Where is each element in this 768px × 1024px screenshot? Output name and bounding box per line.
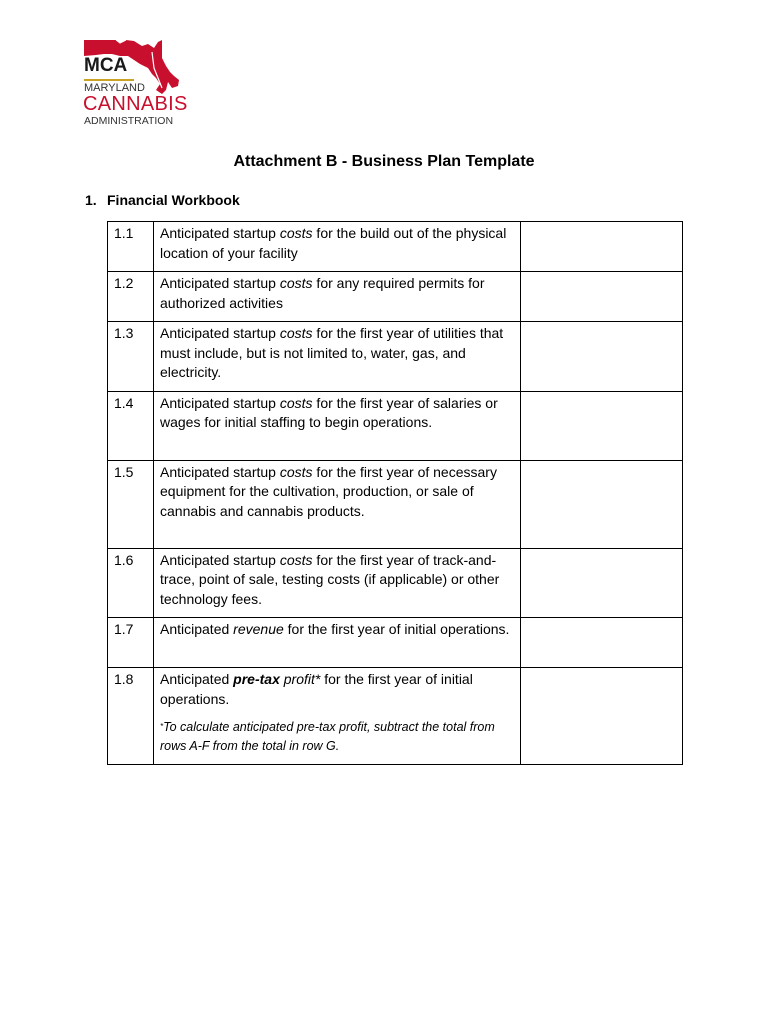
row-value-cell[interactable]: [521, 668, 683, 765]
row-number: 1.4: [108, 391, 154, 460]
row-description: Anticipated startup costs for the first year of utilities that must include, but is not limited to, water, gas, and electricity.: [154, 322, 521, 392]
table-row: [108, 222, 683, 272]
row-description: Anticipated pre-tax profit* for the first year of initial operations. *To calculate anticipated pre-tax profit, subtract the total from rows A-F from the total in row G.: [154, 668, 521, 765]
row-value-cell[interactable]: [521, 222, 683, 272]
row-value-cell[interactable]: [521, 322, 683, 392]
row-value-cell[interactable]: [521, 272, 683, 322]
table-row: [108, 322, 683, 392]
logo-line-administration: ADMINISTRATION: [84, 115, 174, 127]
row-value-cell[interactable]: [521, 618, 683, 668]
row-description: Anticipated startup costs for the first year of necessary equipment for the cultivation, production, or sale of cannabis and cannabis products.: [154, 460, 521, 548]
table-row: [108, 668, 683, 765]
document-title: Attachment B - Business Plan Template: [233, 153, 535, 170]
table-row: [108, 272, 683, 322]
table-row: [108, 548, 683, 618]
row-number: 1.3: [108, 322, 154, 392]
row-number: 1.1: [108, 222, 154, 272]
row-value-cell[interactable]: [521, 391, 683, 460]
row-value-cell[interactable]: [521, 548, 683, 618]
row-number: 1.8: [108, 668, 154, 765]
row-value-cell[interactable]: [521, 460, 683, 548]
row-description: Anticipated startup costs for any required permits for authorized activities: [154, 272, 521, 322]
table-row: [108, 460, 683, 548]
section-heading: [85, 192, 240, 208]
row-number: 1.7: [108, 618, 154, 668]
section-number: 1.: [85, 192, 97, 208]
row-description: Anticipated startup costs for the first year of salaries or wages for initial staffing to begin operations.: [154, 391, 521, 460]
row-number: 1.2: [108, 272, 154, 322]
logo-line-cannabis: CANNABIS: [83, 93, 188, 115]
logo-line-maryland: MARYLAND: [84, 82, 145, 94]
row-description: Anticipated startup costs for the build out of the physical location of your facility: [154, 222, 521, 272]
mca-logo: [82, 38, 192, 128]
table-row: [108, 618, 683, 668]
row-number: 1.5: [108, 460, 154, 548]
row-description: Anticipated startup costs for the first year of track-and-trace, point of sale, testing costs (if applicable) or other technology fees.: [154, 548, 521, 618]
footnote: *To calculate anticipated pre-tax profit, subtract the total from rows A-F from the total in row G.: [160, 720, 495, 753]
logo-divider: [84, 79, 134, 81]
section-title: Financial Workbook: [107, 192, 240, 208]
row-description: Anticipated revenue for the first year of initial operations.: [154, 618, 521, 668]
table-row: [108, 391, 683, 460]
logo-abbr: MCA: [84, 55, 128, 76]
financial-workbook-table: [107, 221, 683, 765]
row-number: 1.6: [108, 548, 154, 618]
